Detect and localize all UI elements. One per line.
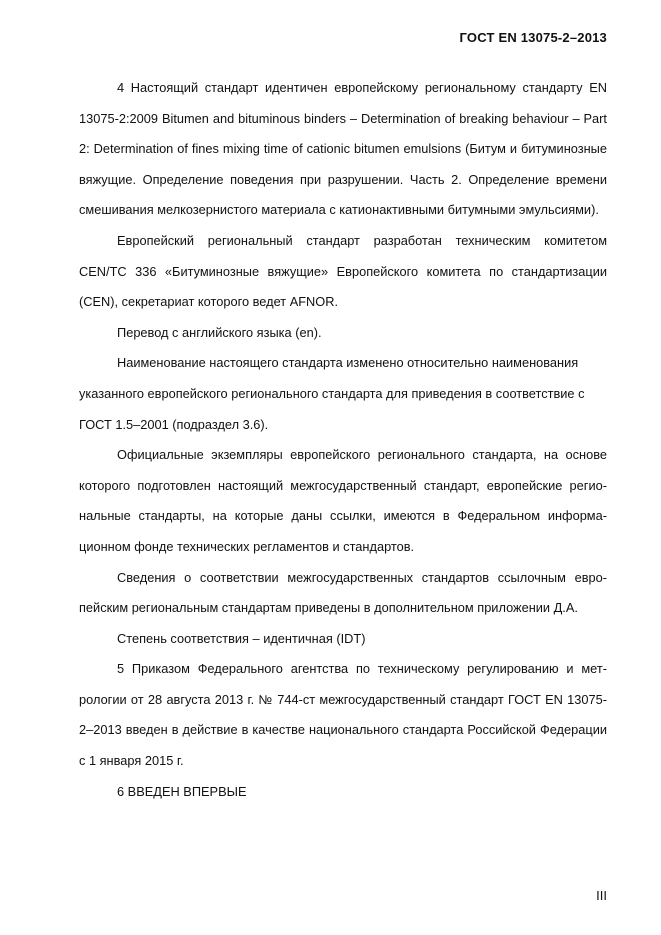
page-number: III [596,888,607,903]
standard-code-header: ГОСТ EN 13075-2–2013 [459,30,607,45]
paragraph-introduced-first-time: 6 ВВЕДЕН ВПЕРВЫЕ [117,783,247,799]
paragraph-name-change: Наименование настоящего стандарта изменено относительно наименования указанного европейского регионального стандарта для приведения в соответствие с ГОСТ 1.5–2001 (подраздел 3.6). [79,355,585,432]
paragraph-degree-of-correspondence: Степень соответствия – идентичная (IDT) [117,630,366,646]
paragraph-official-copies: Официальные экземпляры европейского регионального стандарта, на основе которого подготовлен настоящий межгосударственный стандарт, европейские региональные стандарты, на которые даны ссылки, имеются в Федеральном информационном фонде технических регламентов и стандартов. [79,447,607,554]
paragraph-enactment-order: 5 Приказом Федерального агентства по техническому регулированию и метрологии от 28 августа 2013 г. № 744-ст межгосударственный стандарт ГОСТ EN 13075-2–2013 введен в действие в качестве национального стандарта Российской Федерации с 1 января 2015 г. [79,661,607,769]
paragraph-translation: Перевод с английского языка (en). [117,324,322,340]
paragraph-correspondence-info: Сведения о соответствии межгосударственных стандартов ссылочным европейским региональным стандартам приведены в дополнительном приложении Д.А. [79,569,607,616]
paragraph-developer: Европейский региональный стандарт разработан техническим комитетом CEN/TC 336 «Битуминозные вяжущие» Европейского комитета по стандартизации (CEN), секретариат которого ведет AFNOR. [79,232,607,310]
paragraph-identity-statement: 4 Настоящий стандарт идентичен европейскому региональному стандарту EN 13075-2:2009 Bitumen and bituminous binders – Determination of breaking behaviour – Part 2: Determination of fines mixing time of cationic bitumen emulsions (Битум и битуминозные вяжущие. Определение поведения при разрушении. Часть 2. Определение времени смешивания мелкозернистого материала с катионактивными битумными эмульсиями). [79,80,607,218]
page-body [79,73,607,807]
